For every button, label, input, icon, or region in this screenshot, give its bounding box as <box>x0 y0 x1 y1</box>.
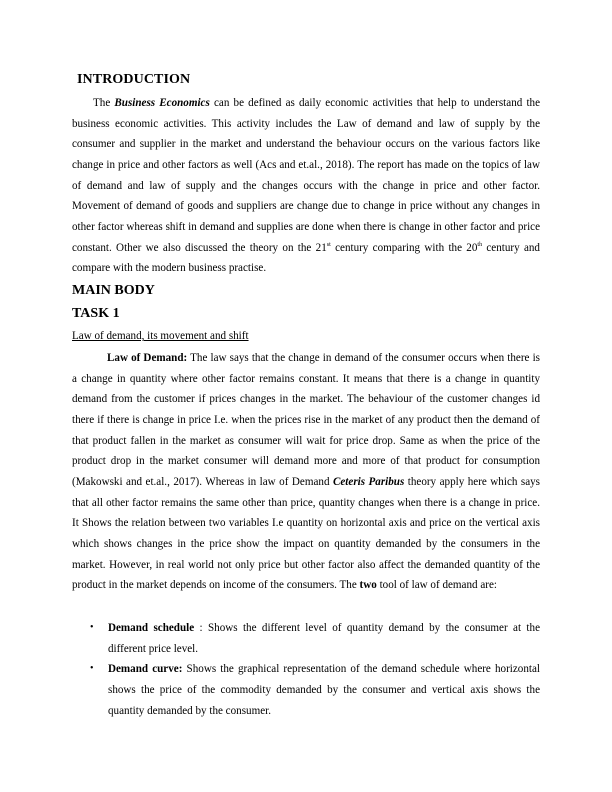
introduction-heading: INTRODUCTION <box>77 72 191 87</box>
law-of-demand-paragraph <box>72 348 540 596</box>
two-emphasis: two <box>359 579 377 592</box>
law-text-c: tool of law of demand are: <box>376 579 497 592</box>
ceteris-paribus-term: Ceteris Paribus <box>332 475 405 488</box>
bullet-icon: • <box>90 622 94 633</box>
main-body-heading: MAIN BODY <box>72 283 155 298</box>
intro-text-d: century and compare with the modern business practise. <box>72 241 540 275</box>
intro-text-b: can be defined as daily economic activities that help to understand the business economic activities. This activity includes the Law of demand and law of supply by the consumer and supplier in the market and understand the behaviour occurs on the various factors like change in price and other factors as well (Acs and et.al., 2018). The report has made on the topics of law of demand and law of supply and the changes occurs with the change in price and other factor. Movement of demand of goods and suppliers are change due to change in price without any changes in other factor whereas shift in demand and supplies are done when there is change in other factor and price constant. Other we also discussed the theory on the 21 <box>72 97 540 254</box>
demand-curve-text: Shows the graphical representation of the demand schedule where horizontal shows the price of the commodity demanded by the consumer and vertical axis shows the quantity demanded by the consumer. <box>108 663 540 717</box>
demand-curve-label: Demand curve: <box>108 663 183 676</box>
intro-text-a: The <box>93 97 115 109</box>
law-of-demand-label: Law of Demand: <box>107 352 188 364</box>
bullet-icon: • <box>90 663 94 675</box>
task-1-heading: TASK 1 <box>72 306 120 321</box>
law-text-b: theory apply here which says that all other factor remains the same other than price, quantity changes when there is a change in price. It Shows the relation between two variables I.e quantity on horizontal axis and price on the vertical axis which shows changes in the price show the impact on quantity demanded by the consumers in the market. However, in real world not only price but other factor also affect the demanded quantity of the product in the market depends on income of the consumers. The <box>72 475 540 592</box>
list-item <box>72 659 540 721</box>
demand-schedule-label: Demand schedule <box>108 622 195 634</box>
list-item <box>72 618 540 659</box>
demand-tools-list <box>72 618 540 721</box>
intro-text-c: century comparing with the 20 <box>330 241 478 254</box>
superscript-th: th <box>477 241 483 248</box>
demand-schedule-text: : Shows the different level of quantity demand by the consumer at the different price level. <box>108 622 540 655</box>
business-economics-term: Business Economics <box>114 97 210 109</box>
introduction-paragraph <box>72 93 540 279</box>
superscript-st: st <box>326 241 331 248</box>
law-of-demand-subheading: Law of demand, its movement and shift <box>72 330 249 342</box>
law-text-a: The law says that the change in demand of the consumer occurs when there is a change in quantity where other factor remains constant. It means that there is a change in quantity demand from the customer if prices changes in the market. The behaviour of the customer changes id there if there is change in price I.e. when the prices rise in the market of any product then the demand of that product fallen in the market as consumer will wait for price drop. Same as when the price of the product drop in the market consumer will demand more and more of that product for consumption (Makowski and et.al., 2017). Whereas in law of Demand <box>72 352 540 488</box>
